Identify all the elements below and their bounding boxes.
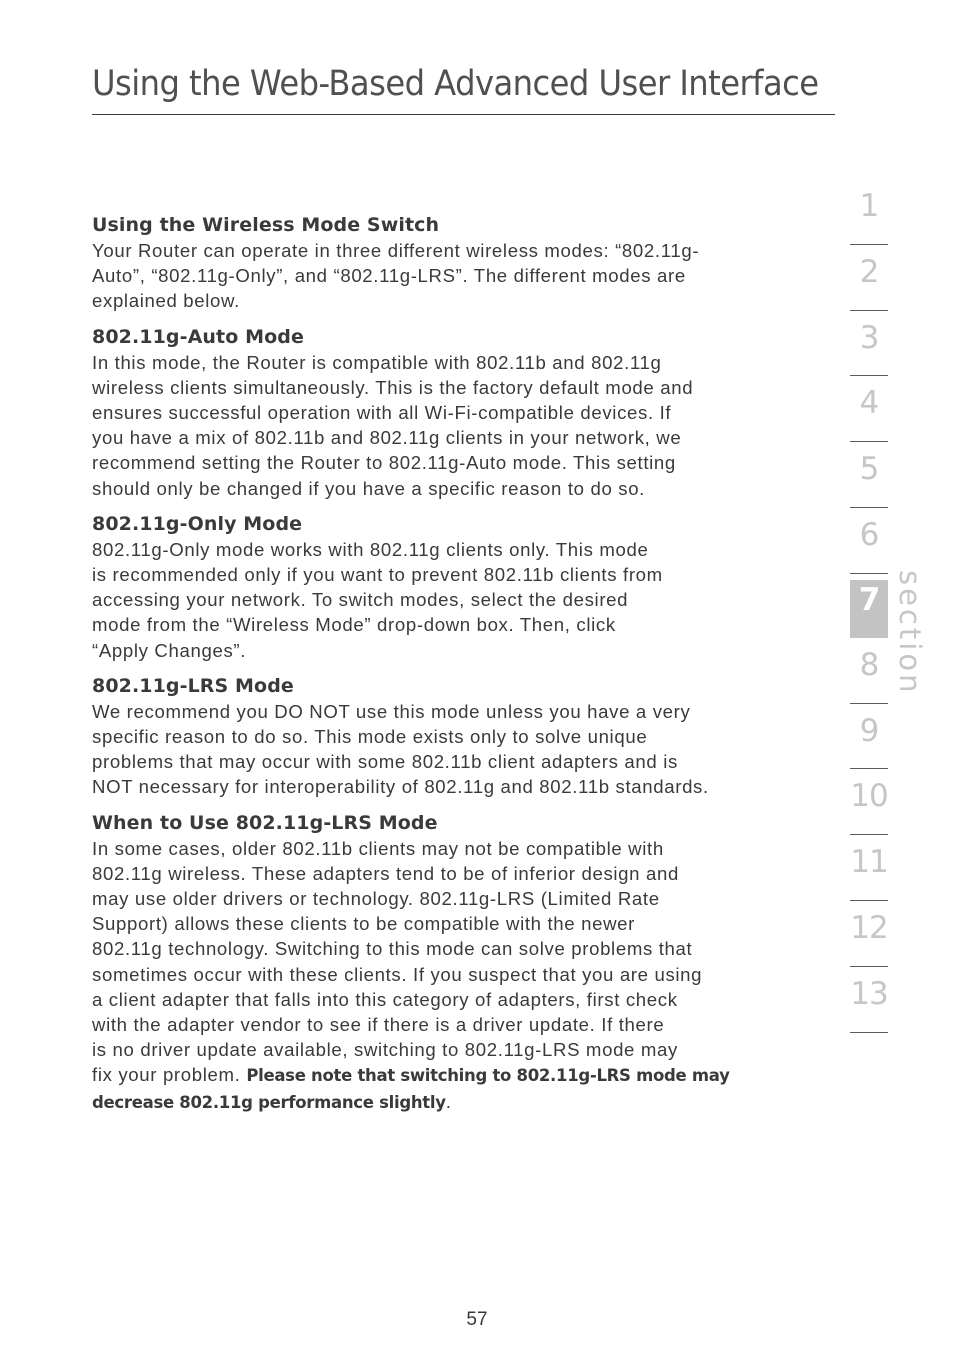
section-tab-11[interactable] xyxy=(850,836,888,901)
section-body: 802.11g-Only mode works with 802.11g clients only. This mode is recommended only if you want to prevent 802.11b clients from accessing your network. To switch modes, select the desired mode from the “Wireless Mode” drop-down box. Then, click “Apply Changes”. xyxy=(92,538,663,661)
section-tab-5[interactable] xyxy=(850,443,888,508)
section-tab-number: 6 xyxy=(859,516,879,553)
section-lrs-mode xyxy=(92,674,802,800)
section-tab-number: 3 xyxy=(859,319,879,356)
section-body: Your Router can operate in three different wireless modes: “802.11g- Auto”, “802.11g-Only”, and “802.11g-LRS”. The different modes are explained below. xyxy=(92,240,700,312)
section-heading: 802.11g-LRS Mode xyxy=(92,674,294,697)
note-end: . xyxy=(445,1090,452,1112)
section-heading: When to Use 802.11g-LRS Mode xyxy=(92,811,438,834)
section-tab-7-active[interactable] xyxy=(850,580,888,638)
section-nav xyxy=(850,180,888,1034)
section-tab-4[interactable] xyxy=(850,377,888,442)
section-body: In this mode, the Router is compatible with 802.11b and 802.11g wireless clients simultaneously. This is the factory default mode and ensures successful operation with all Wi-Fi-compatible devices. If you have a mix of 802.11b and 802.11g clients in your network, we recommend setting the Router to 802.11g-Auto mode. This setting should only be changed if you have a specific reason to do so. xyxy=(92,351,694,499)
section-tab-13[interactable] xyxy=(850,968,888,1033)
main-content xyxy=(92,213,802,1126)
section-tab-2[interactable] xyxy=(850,246,888,311)
section-tab-number: 12 xyxy=(850,909,888,946)
section-tab-number: 11 xyxy=(850,844,888,881)
section-tab-8[interactable] xyxy=(850,639,888,704)
section-tab-number: 7 xyxy=(858,581,880,618)
section-tab-6[interactable] xyxy=(850,509,888,574)
page-header xyxy=(92,62,835,115)
section-heading: Using the Wireless Mode Switch xyxy=(92,214,440,236)
note-line-2: decrease 802.11g performance slightly xyxy=(92,1092,446,1112)
section-tab-number: 8 xyxy=(859,646,879,683)
section-tab-number: 4 xyxy=(859,385,879,422)
section-when-to-use-lrs xyxy=(92,811,802,1115)
section-tab-number: 13 xyxy=(850,975,888,1012)
section-tab-number: 9 xyxy=(859,712,879,749)
section-body xyxy=(92,836,802,1115)
section-tab-12[interactable] xyxy=(850,902,888,967)
section-tab-number: 2 xyxy=(859,253,879,290)
section-tab-10[interactable] xyxy=(850,770,888,835)
section-tab-1[interactable] xyxy=(850,180,888,245)
page-title: Using the Web-Based Advanced User Interface xyxy=(92,64,819,104)
section-label: section xyxy=(893,570,927,696)
note-line-1: Please note that switching to 802.11g-LRS mode may xyxy=(246,1066,730,1086)
section-auto-mode xyxy=(92,325,802,501)
section-wireless-mode-switch xyxy=(92,213,802,314)
section-tab-9[interactable] xyxy=(850,705,888,770)
section-only-mode xyxy=(92,512,802,663)
section-body-text: In some cases, older 802.11b clients may not be compatible with 802.11g wireless. These adapters tend to be of inferior design and may use older drivers or technology. 802.11g-LRS (Limited Rate Support) allows these clients to be compatible with the newer 802.11g technology. Switching to this mode can solve problems that sometimes occur with these clients. If you suspect that you are using a client adapter that falls into this category of adapters, first check with the adapter vendor to see if there is a driver update. If there is no driver update available, switching to 802.11g-LRS mode may fix your problem. xyxy=(92,837,703,1086)
section-tab-3[interactable] xyxy=(850,312,888,377)
section-tab-number: 1 xyxy=(859,188,879,224)
section-tab-number: 10 xyxy=(850,778,888,815)
section-heading: 802.11g-Auto Mode xyxy=(92,325,304,348)
section-tab-number: 5 xyxy=(859,451,879,488)
page-number: 57 xyxy=(466,1309,488,1330)
section-heading: 802.11g-Only Mode xyxy=(92,512,303,535)
section-body: We recommend you DO NOT use this mode unless you have a very specific reason to do so. This mode exists only to solve unique problems that may occur with some 802.11b client adapters and is NOT necessary for interoperability of 802.11g and 802.11b standards. xyxy=(92,700,709,798)
